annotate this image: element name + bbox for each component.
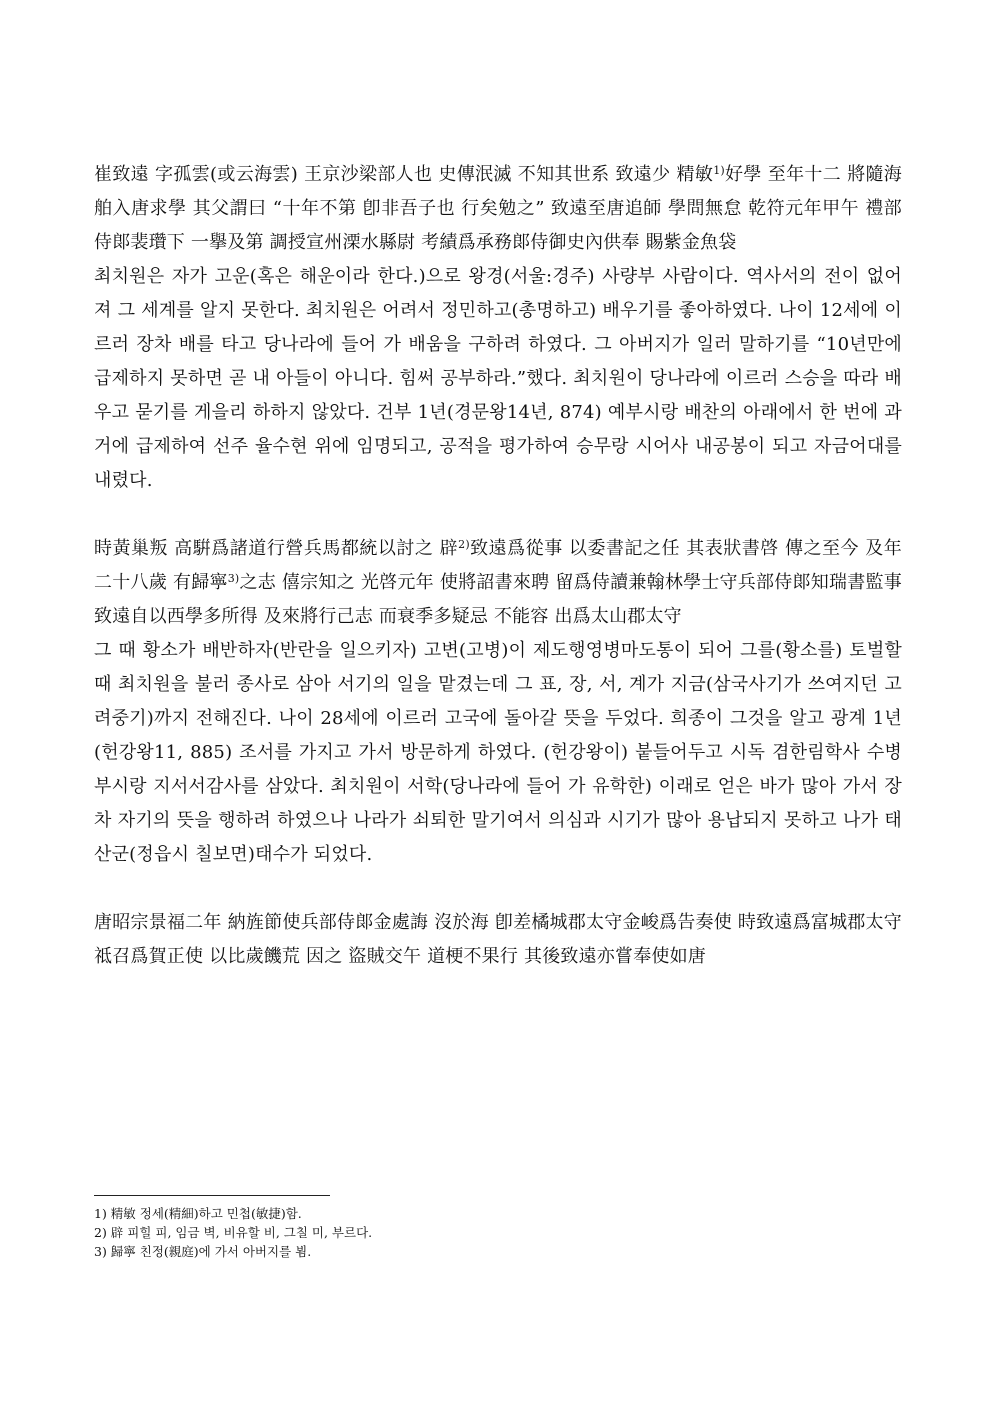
footnotes (94, 1204, 902, 1261)
korean-paragraph-2: 그 때 황소가 배반하자(반란을 일으키자) 고변(고병)이 제도행영병마도통이 되어 그를(황소를) 토벌할 때 최치원을 불러 종사로 삼아 서기의 일을 맡겼는데 그 표, 장, 서, 계가 지금(삼국사기가 쓰여지던 고려중기)까지 전해진다. 나이 28세에 이르러 고국에 돌아갈 뜻을 두었다. 희종이 그것을 알고 광계 1년(헌강왕11, 885) 조서를 가지고 가서 방문하게 하였다. (헌강왕이) 붙들어두고 시독 겸한림학사 수병부시랑 지서서감사를 삼았다. 최치원이 서학(당나라에 들어 가 유학한) 이래로 얻은 바가 많아 가서 장차 자기의 뜻을 행하려 하였으나 나라가 쇠퇴한 말기여서 의심과 시기가 많아 용납되지 못하고 나가 태산군(정읍시 칠보면)태수가 되었다. (94, 640, 902, 865)
hanja-text: 之志 僖宗知之 光啓元年 使將詔書來聘 留爲侍讀兼翰林學士守兵部侍郞知瑞書監事 致遠自以西學多所得 及來將行己志 而衰季多疑忌 不能容 出爲太山郡太守 (94, 572, 902, 627)
hanja-text: 好學 至年十二 將隨海舶入唐求學 其父謂曰 “十年不第 卽非吾子也 行矣勉之” 致遠至唐追師 學問無怠 乾符元年甲午 禮部侍郞裴瓚下 一擧及第 調授宣州溧水縣尉 考績爲承務郞侍御史內供奉 賜紫金魚袋 (94, 164, 903, 253)
footnote-ref-2[interactable]: 2) (458, 538, 470, 551)
document-body (94, 158, 902, 974)
paragraph-gap (94, 872, 902, 906)
hanja-paragraph-1 (94, 158, 902, 260)
footnote-ref-1[interactable]: 1) (713, 164, 725, 177)
paragraph-gap (94, 498, 902, 532)
footnote-3: 3) 歸寧 친정(親庭)에 가서 아버지를 뵘. (94, 1244, 312, 1259)
footnote-2: 2) 辟 피힐 피, 임금 벽, 비유할 비, 그칠 미, 부르다. (94, 1225, 373, 1240)
hanja-paragraph-3: 唐昭宗景福二年 納旌節使兵部侍郞金處誨 沒於海 卽差橘城郡太守金峻爲告奏使 時致遠爲富城郡太守 祗召爲賀正使 以比歲饑荒 因之 盜賊交午 道梗不果行 其後致遠亦嘗奉使如唐 (94, 912, 902, 967)
footnote-ref-3[interactable]: 3) (227, 572, 240, 585)
korean-paragraph-1: 최치원은 자가 고운(혹은 해운이라 한다.)으로 왕경(서울:경주) 사량부 사람이다. 역사서의 전이 없어져 그 세계를 알지 못한다. 최치원은 어려서 정민하고(총명하고) 배우기를 좋아하였다. 나이 12세에 이르러 장차 배를 타고 당나라에 들어 가 배움을 구하려 하였다. 그 아버지가 일러 말하기를 “10년만에 급제하지 못하면 곧 내 아들이 아니다. 힘써 공부하라.”했다. 최치원이 당나라에 이르러 스승을 따라 배우고 묻기를 게을리 하하지 않았다. 건부 1년(경문왕14년, 874) 예부시랑 배찬의 아래에서 한 번에 과거에 급제하여 선주 율수현 위에 임명되고, 공적을 평가하여 승무랑 시어사 내공봉이 되고 자금어대를 내렸다. (94, 266, 902, 491)
hanja-text: 崔致遠 字孤雲(或云海雲) 王京沙梁部人也 史傳泯滅 不知其世系 致遠少 精敏 (94, 164, 714, 185)
hanja-text: 時黃巢叛 高騈爲諸道行營兵馬都統以討之 辟 (94, 538, 459, 559)
footnote-separator (94, 1195, 330, 1196)
footnote-1: 1) 精敏 정세(精細)하고 민첩(敏捷)함. (94, 1206, 302, 1221)
hanja-paragraph-2 (94, 532, 902, 634)
hanja-text: 致遠爲從事 以委書記之任 其表狀書啓 傳之至今 及年二十八歲 有歸寧 (94, 538, 902, 593)
